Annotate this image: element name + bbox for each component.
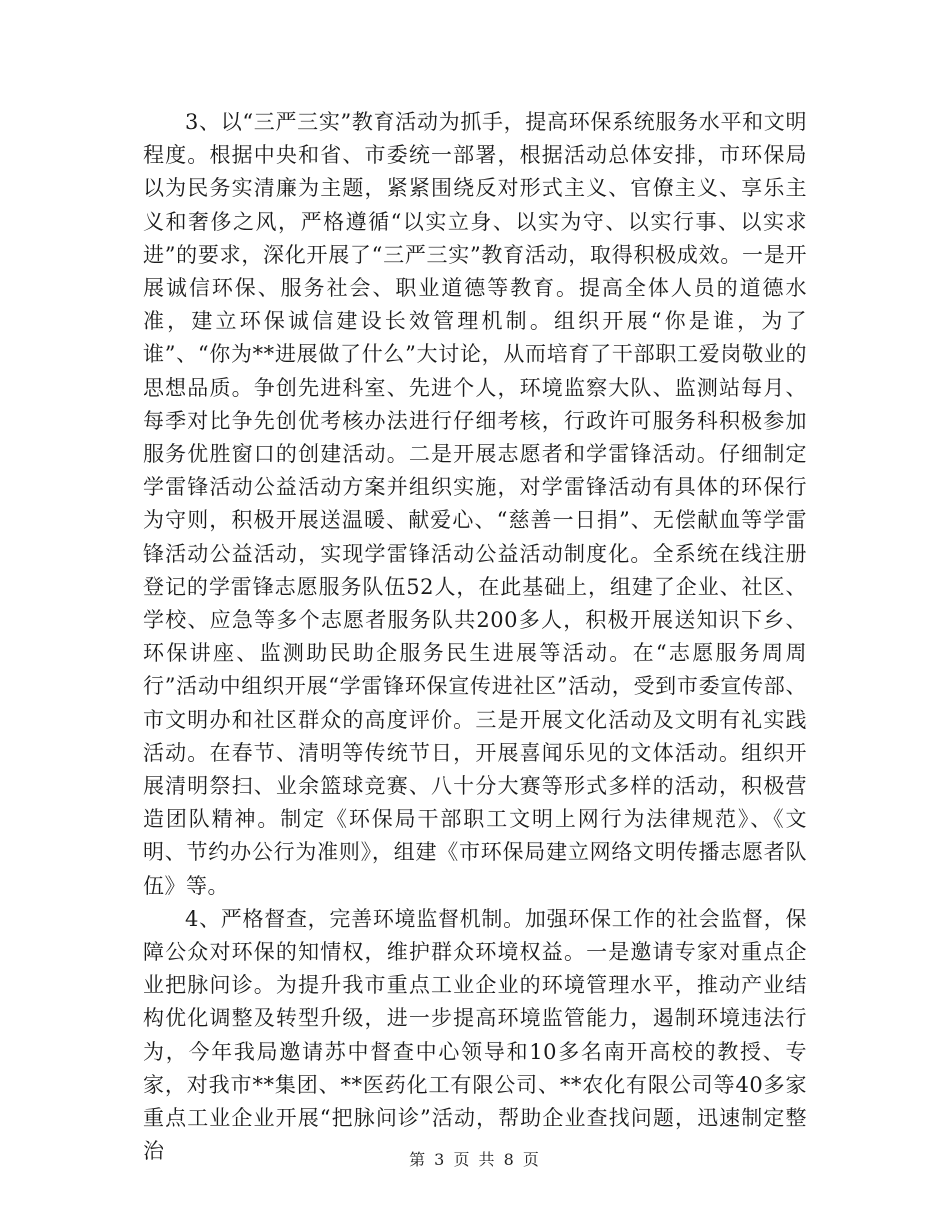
paragraph-4: 4、严格督查，完善环境监督机制。加强环保工作的社会监督，保障公众对环保的知情权，维护群众环境权益。一是邀请专家对重点企业把脉问诊。为提升我市重点工业企业的环境管理水平，推动产业结构优化调整及转型升级，进一步提高环境监管能力，遏制环境违法行为，今年我局邀请苏中督查中心领导和10多名南开高校的教授、专家，对我市**集团、**医药化工有限公司、**农化有限公司等40多家重点工业企业开展“把脉问诊”活动，帮助企业查找问题，迅速制定整治 bbox=[143, 906, 807, 1164]
document-body bbox=[143, 106, 807, 1169]
paragraph-3: 3、以“三严三实”教育活动为抓手，提高环保系统服务水平和文明程度。根据中央和省、市委统一部署，根据活动总体安排，市环保局以为民务实清廉为主题，紧紧围绕反对形式主义、官僚主义、享乐主义和奢侈之风，严格遵循“以实立身、以实为守、以实行事、以实求进”的要求，深化开展了“三严三实”教育活动，取得积极成效。一是开展诚信环保、服务社会、职业道德等教育。提高全体人员的道德水准，建立环保诚信建设长效管理机制。组织开展“你是谁，为了谁”、“你为**进展做了什么”大讨论，从而培育了干部职工爱岗敬业的思想品质。争创先进科室、先进个人，环境监察大队、监测站每月、每季对比争先创优考核办法进行仔细考核，行政许可服务科积极参加服务优胜窗口的创建活动。二是开展志愿者和学雷锋活动。仔细制定学雷锋活动公益活动方案并组织实施，对学雷锋活动有具体的环保行为守则，积极开展送温暖、献爱心、“慈善一日捐”、无偿献血等学雷锋活动公益活动，实现学雷锋活动公益活动制度化。全系统在线注册登记的学雷锋志愿服务队伍52人，在此基础上，组建了企业、社区、学校、应急等多个志愿者服务队共200多人，积极开展送知识下乡、环保讲座、监测助民助企服务民生进展等活动。在“志愿服务周周行”活动中组织开展“学雷锋环保宣传进社区”活动，受到市委宣传部、市文明办和社区群众的高度评价。三是开展文化活动及文明有礼实践活动。在春节、清明等传统节日，开展喜闻乐见的文体活动。组织开展清明祭扫、业余篮球竞赛、八十分大赛等形式多样的活动，积极营造团队精神。制定《环保局干部职工文明上网行为法律规范》、《文明、节约办公行为准则》，组建《市环保局建立网络文明传播志愿者队伍》等。 bbox=[143, 110, 807, 898]
page-footer: 第 3 页 共 8 页 bbox=[409, 1150, 541, 1169]
